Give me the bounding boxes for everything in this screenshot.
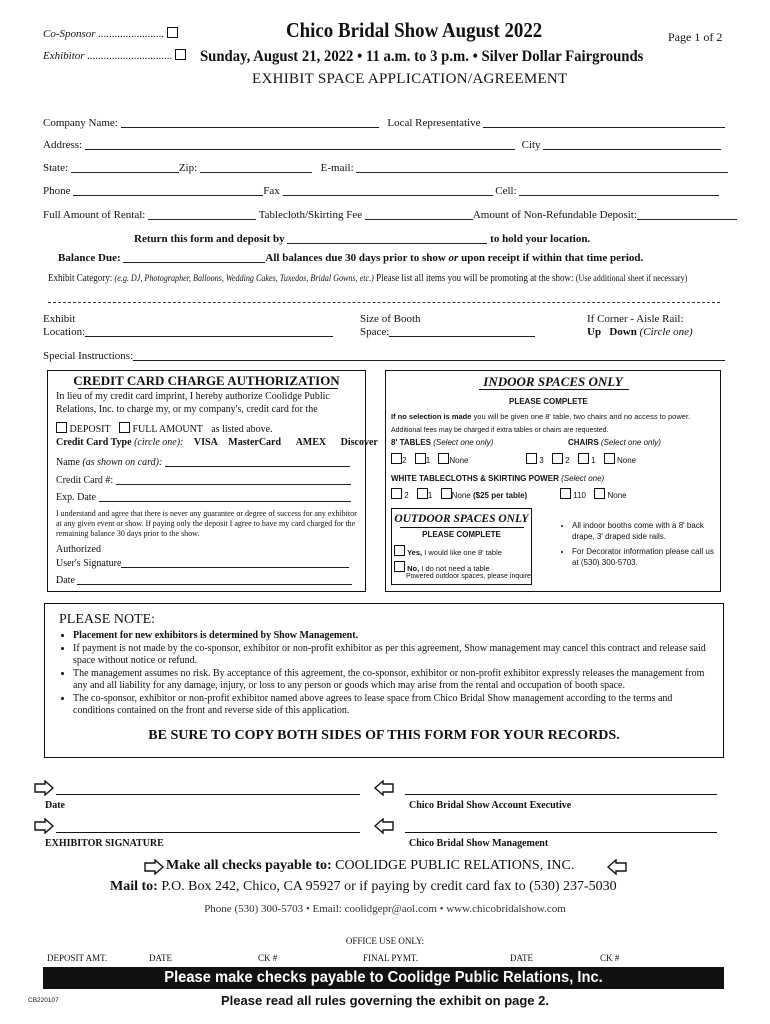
corner-up[interactable]: Up	[587, 326, 602, 338]
local-rep-label: Local Representative	[387, 117, 481, 129]
skirting-select-one: (Select one)	[561, 474, 605, 483]
exhibitor-signature-label: EXHIBITOR SIGNATURE	[45, 838, 164, 849]
email-field[interactable]	[356, 162, 728, 173]
management-label: Chico Bridal Show Management	[409, 838, 549, 849]
full-rental-label: Full Amount of Rental:	[43, 209, 146, 221]
skirting-2-checkbox[interactable]	[391, 488, 402, 499]
checks-payable-line	[166, 858, 574, 874]
outdoor-powered-note: Powered outdoor spaces, please inquire.	[406, 573, 533, 580]
outdoor-info-item: • For Decorator information please call us at (530) 300-5703.	[572, 546, 718, 568]
card-type-hint: (circle one):	[134, 437, 184, 448]
special-row	[43, 350, 725, 362]
outdoor-yes-checkbox[interactable]	[394, 545, 405, 556]
skirting-none-label: None	[451, 491, 471, 500]
special-label: Special Instructions:	[43, 350, 134, 362]
booth-size-label-2: Space:	[360, 326, 390, 338]
credit-card-title-rule	[78, 388, 338, 389]
table-1-label: 1	[425, 456, 431, 465]
exp-date-label: Exp. Date	[56, 492, 96, 503]
note-item: • The management assumes no risk. By acceptance of this agreement, the co-sponsor, exhibitor or non-profit exhibitor expressly releases the management from any and all liability for any damage, injury, or loss to any person or goods which may arise from the rental and occupation of booth space.	[73, 668, 709, 692]
tables-heading	[391, 438, 493, 447]
office-use-label: OFFICE USE ONLY:	[345, 936, 425, 946]
balance-field[interactable]	[123, 252, 265, 263]
table-none-label: None	[449, 456, 469, 465]
outdoor-no-text: I do not need a table	[421, 564, 490, 573]
checks-banner	[43, 967, 724, 989]
mail-to-address: P.O. Box 242, Chico, CA 95927 or if paying by credit card fax to (530) 237-5030	[161, 879, 617, 894]
category-examples: (e.g. DJ, Photographer, Balloons, Wedding Cakes, Tuxedos, Bridal Gowns, etc.)	[114, 273, 374, 283]
chair-options	[526, 453, 636, 465]
category-row	[48, 273, 687, 284]
cardholder-field[interactable]	[165, 456, 350, 467]
category-sheet-note: (Use additional sheet if necessary)	[575, 273, 688, 283]
form-title: EXHIBIT SPACE APPLICATION/AGREEMENT	[252, 71, 568, 87]
address-field[interactable]	[85, 139, 515, 150]
arrow-left-icon	[373, 818, 395, 834]
outdoor-no-label: No,	[407, 564, 420, 573]
balance-note-end: upon receipt if within that time period.	[461, 252, 644, 264]
full-amount-checkbox[interactable]	[119, 422, 130, 433]
skirting-1-checkbox[interactable]	[417, 488, 428, 499]
read-rules-notice: Please read all rules governing the exhibit on page 2.	[221, 993, 549, 1008]
category-field[interactable]	[48, 302, 720, 303]
booth-size-field[interactable]	[389, 326, 535, 337]
balance-note: All balances due 30 days prior to show	[265, 252, 446, 264]
mail-to-label: Mail to:	[110, 879, 158, 894]
chair-1-checkbox[interactable]	[578, 453, 589, 464]
return-date-field[interactable]	[287, 233, 487, 244]
category-label: Exhibit Category:	[48, 273, 113, 284]
phone-field[interactable]	[73, 185, 263, 196]
chair-none-label: None	[617, 456, 637, 465]
arrow-right-icon	[33, 818, 55, 834]
power-none-label: None	[607, 491, 627, 500]
table-2-checkbox[interactable]	[391, 453, 402, 464]
chair-none-checkbox[interactable]	[604, 453, 615, 464]
chair-1-label: 1	[591, 456, 596, 465]
account-exec-label: Chico Bridal Show Account Executive	[409, 800, 572, 811]
outdoor-info-list	[560, 520, 718, 568]
city-label: City	[521, 139, 541, 151]
outdoor-please-complete: PLEASE COMPLETE	[422, 530, 501, 539]
cell-label: Cell:	[495, 185, 517, 197]
account-exec-line[interactable]	[405, 794, 717, 795]
deposit-label: DEPOSIT	[69, 424, 111, 435]
skirting-none-checkbox[interactable]	[441, 488, 452, 499]
exp-date-field[interactable]	[99, 491, 351, 502]
nonrefundable-label: Amount of Non-Refundable Deposit:	[472, 209, 637, 221]
outdoor-section	[391, 508, 532, 585]
chair-3-label: 3	[539, 456, 544, 465]
email-label: E-mail:	[320, 162, 354, 174]
cardholder-row	[56, 456, 350, 468]
zip-field[interactable]	[200, 162, 312, 173]
charge-options	[56, 422, 273, 435]
state-label: State:	[43, 162, 69, 174]
outdoor-title: OUTDOOR SPACES ONLY	[394, 513, 529, 525]
nonrefundable-field[interactable]	[637, 209, 737, 220]
exhibitor-option	[43, 49, 186, 62]
table-options	[391, 453, 469, 465]
phone-label: Phone	[43, 185, 71, 197]
card-type-mastercard[interactable]: MasterCard	[228, 437, 282, 448]
arrow-right-icon	[143, 859, 165, 875]
chairs-select-one: (Select one only)	[600, 438, 661, 447]
office-col: CK #	[600, 953, 620, 963]
indoor-title: INDOOR SPACES ONLY	[483, 374, 623, 389]
corner-circle-note: (Circle one)	[639, 326, 693, 338]
outdoor-no-checkbox[interactable]	[394, 561, 405, 572]
users-signature-field[interactable]	[121, 557, 349, 568]
fax-field[interactable]	[283, 185, 493, 196]
arrow-left-icon	[373, 780, 395, 796]
credit-card-intro: In lieu of my credit card imprint, I hereby authorize Coolidge Public Relations, Inc. to charge my, or my company's, credit card for the	[56, 391, 330, 415]
cc-date-row	[56, 574, 352, 586]
corner-down[interactable]: Down	[609, 326, 637, 338]
exhibit-location	[43, 313, 333, 339]
address-row	[43, 139, 721, 151]
return-label-end: to hold your location.	[490, 233, 591, 245]
outdoor-yes-text: I would like one 8' table	[424, 548, 502, 557]
indoor-additional-fees: Additional fees may be charged if extra tables or chairs are requested.	[391, 427, 609, 434]
date-signature-line[interactable]	[56, 794, 360, 795]
exhibitor-checkbox[interactable]	[175, 49, 186, 60]
checks-payable-name: COOLIDGE PUBLIC RELATIONS, INC.	[335, 858, 575, 873]
please-note-section	[44, 603, 724, 758]
phone-row	[43, 185, 719, 197]
no-selection-lead: If no selection is made	[391, 412, 472, 421]
state-row	[43, 162, 728, 174]
outdoor-info-item: • All indoor booths come with a 8' back drape, 3' draped side rails.	[572, 520, 718, 542]
card-type-amex[interactable]: AMEX	[295, 437, 327, 448]
outdoor-no-option	[394, 561, 490, 573]
local-rep-field[interactable]	[483, 117, 725, 128]
card-type-label: Credit Card Type	[56, 437, 132, 448]
copy-both-sides-notice: BE SURE TO COPY BOTH SIDES OF THIS FORM FOR YOUR RECORDS.	[148, 728, 620, 743]
table-1-checkbox[interactable]	[415, 453, 426, 464]
arrow-right-icon	[33, 780, 55, 796]
booth-size	[360, 313, 535, 339]
corner-rail	[587, 313, 693, 339]
chairs-heading	[568, 438, 661, 447]
balance-label: Balance Due:	[58, 252, 121, 264]
skirting-2-label: 2	[404, 491, 409, 500]
city-field[interactable]	[543, 139, 721, 150]
company-name-field[interactable]	[121, 117, 379, 128]
skirting-1-label: 1	[427, 491, 433, 500]
power-none-checkbox[interactable]	[594, 488, 605, 499]
tablecloth-fee-label: Tablecloth/Skirting Fee	[258, 209, 363, 221]
tables-label: 8' TABLES	[391, 438, 431, 447]
table-none-checkbox[interactable]	[438, 453, 449, 464]
corner-label: If Corner - Aisle Rail:	[587, 313, 684, 325]
power-110-checkbox[interactable]	[560, 488, 571, 499]
outdoor-yes-label: Yes,	[407, 548, 423, 557]
skirting-label: WHITE TABLECLOTHS & SKIRTING POWER	[391, 474, 559, 483]
card-number-label: Credit Card #:	[56, 475, 114, 486]
power-options	[560, 488, 627, 500]
full-amount-label: FULL AMOUNT	[132, 424, 203, 435]
tables-select-one: (Select one only)	[433, 438, 494, 447]
form-code: CB220107	[28, 997, 59, 1004]
booth-size-label-1: Size of Booth	[360, 313, 421, 325]
note-item: • Placement for new exhibitors is determined by Show Management.	[73, 630, 709, 642]
rental-row	[43, 209, 737, 221]
exhibit-location-label-2: Location:	[43, 326, 86, 338]
page-number: Page 1 of 2	[668, 30, 723, 44]
cardholder-hint: (as shown on card):	[82, 457, 163, 468]
chair-3-checkbox[interactable]	[526, 453, 537, 464]
card-type-row	[56, 437, 378, 448]
office-col: DATE	[149, 953, 172, 963]
return-row	[134, 233, 590, 245]
chair-2-label: 2	[565, 456, 570, 465]
please-note-title: PLEASE NOTE:	[59, 612, 156, 627]
signature-row	[56, 557, 349, 569]
authorized-label: Authorized	[56, 544, 101, 555]
users-signature-label: User's Signature	[56, 558, 122, 569]
exhibitor-label: Exhibitor ...............................	[43, 50, 173, 62]
cell-field[interactable]	[519, 185, 719, 196]
exhibit-location-label-1: Exhibit	[43, 313, 76, 325]
indoor-title-rule	[479, 389, 629, 390]
fax-label: Fax	[263, 185, 280, 197]
checks-banner-text: Please make checks payable to Coolidge Public Relations, Inc.	[164, 969, 603, 986]
as-listed-label: as listed above.	[211, 424, 273, 435]
card-number-field[interactable]	[116, 474, 351, 485]
chairs-label: CHAIRS	[568, 438, 599, 447]
address-label: Address:	[43, 139, 83, 151]
cc-date-label: Date	[56, 575, 75, 586]
skirting-price: ($25 per table)	[472, 491, 528, 500]
outdoor-title-rule	[400, 527, 524, 528]
cosponsor-checkbox[interactable]	[167, 27, 178, 38]
cosponsor-option	[43, 27, 178, 40]
note-item: • The co-sponsor, exhibitor or non-profit exhibitor named above agrees to lease space from Chico Bridal Show management according to the terms and conditions contained on the front and reverse side of this application.	[73, 693, 709, 717]
table-2-label: 2	[402, 456, 407, 465]
card-number-row	[56, 474, 351, 486]
exp-date-row	[56, 491, 351, 503]
company-name-label: Company Name:	[43, 117, 118, 129]
balance-row	[58, 252, 643, 264]
event-subtitle: Sunday, August 21, 2022 • 11 a.m. to 3 p.m. • Silver Dollar Fairgrounds	[200, 48, 644, 65]
office-col: FINAL PYMT.	[363, 953, 419, 963]
date-signature-label: Date	[45, 800, 65, 811]
arrow-left-icon	[606, 859, 628, 875]
mail-to-line	[110, 879, 617, 895]
zip-label: Zip:	[178, 162, 198, 174]
no-selection-text: you will be given one 8' table, two chairs and no access to power.	[473, 412, 691, 421]
checks-payable-label: Make all checks payable to:	[166, 858, 332, 873]
deposit-checkbox[interactable]	[56, 422, 67, 433]
skirting-options	[391, 488, 527, 500]
office-col: DEPOSIT AMT.	[47, 953, 108, 963]
credit-card-title: CREDIT CARD CHARGE AUTHORIZATION	[73, 373, 340, 388]
indoor-please-complete: PLEASE COMPLETE	[509, 397, 588, 406]
category-list-label: Please list all items you will be promoting at the show:	[376, 273, 574, 284]
management-line[interactable]	[405, 832, 717, 833]
outdoor-yes-option	[394, 545, 502, 557]
cardholder-label: Name	[56, 457, 80, 468]
please-note-list	[59, 630, 709, 718]
company-row	[43, 117, 725, 129]
credit-card-section	[47, 370, 378, 592]
exhibitor-signature-line[interactable]	[56, 832, 360, 833]
cosponsor-label: Co-Sponsor ........................	[43, 28, 165, 40]
chair-2-checkbox[interactable]	[552, 453, 563, 464]
card-type-visa[interactable]: VISA	[193, 437, 218, 448]
return-label: Return this form and deposit by	[134, 233, 285, 245]
office-col: DATE	[510, 953, 533, 963]
exhibit-location-field[interactable]	[85, 326, 333, 337]
cc-date-field[interactable]	[77, 574, 352, 585]
power-110-label: 110	[573, 491, 586, 500]
skirting-heading	[391, 474, 604, 483]
card-type-discover[interactable]: Discover	[340, 437, 378, 448]
credit-card-agreement: I understand and agree that there is never any guarantee or degree of success for any exhibitor at any given event or show. If paying only the deposit I agree to have my card charged for the remaining balance 30 days prior to the show.	[56, 509, 357, 538]
indoor-no-selection	[391, 412, 690, 421]
special-field[interactable]	[133, 350, 725, 361]
state-field[interactable]	[71, 162, 179, 173]
tablecloth-fee-field[interactable]	[365, 209, 473, 220]
page-title: Chico Bridal Show August 2022	[286, 18, 543, 42]
office-col: CK #	[258, 953, 278, 963]
full-rental-field[interactable]	[148, 209, 256, 220]
contact-info: Phone (530) 300-5703 • Email: coolidgepr@aol.com • www.chicobridalshow.com	[204, 903, 566, 915]
note-item: • If payment is not made by the co-sponsor, exhibitor or non-profit exhibitor as per this agreement, Show management may cancel this contract and release said space without notice or refund.	[73, 643, 709, 667]
balance-note-or: or	[448, 252, 459, 264]
